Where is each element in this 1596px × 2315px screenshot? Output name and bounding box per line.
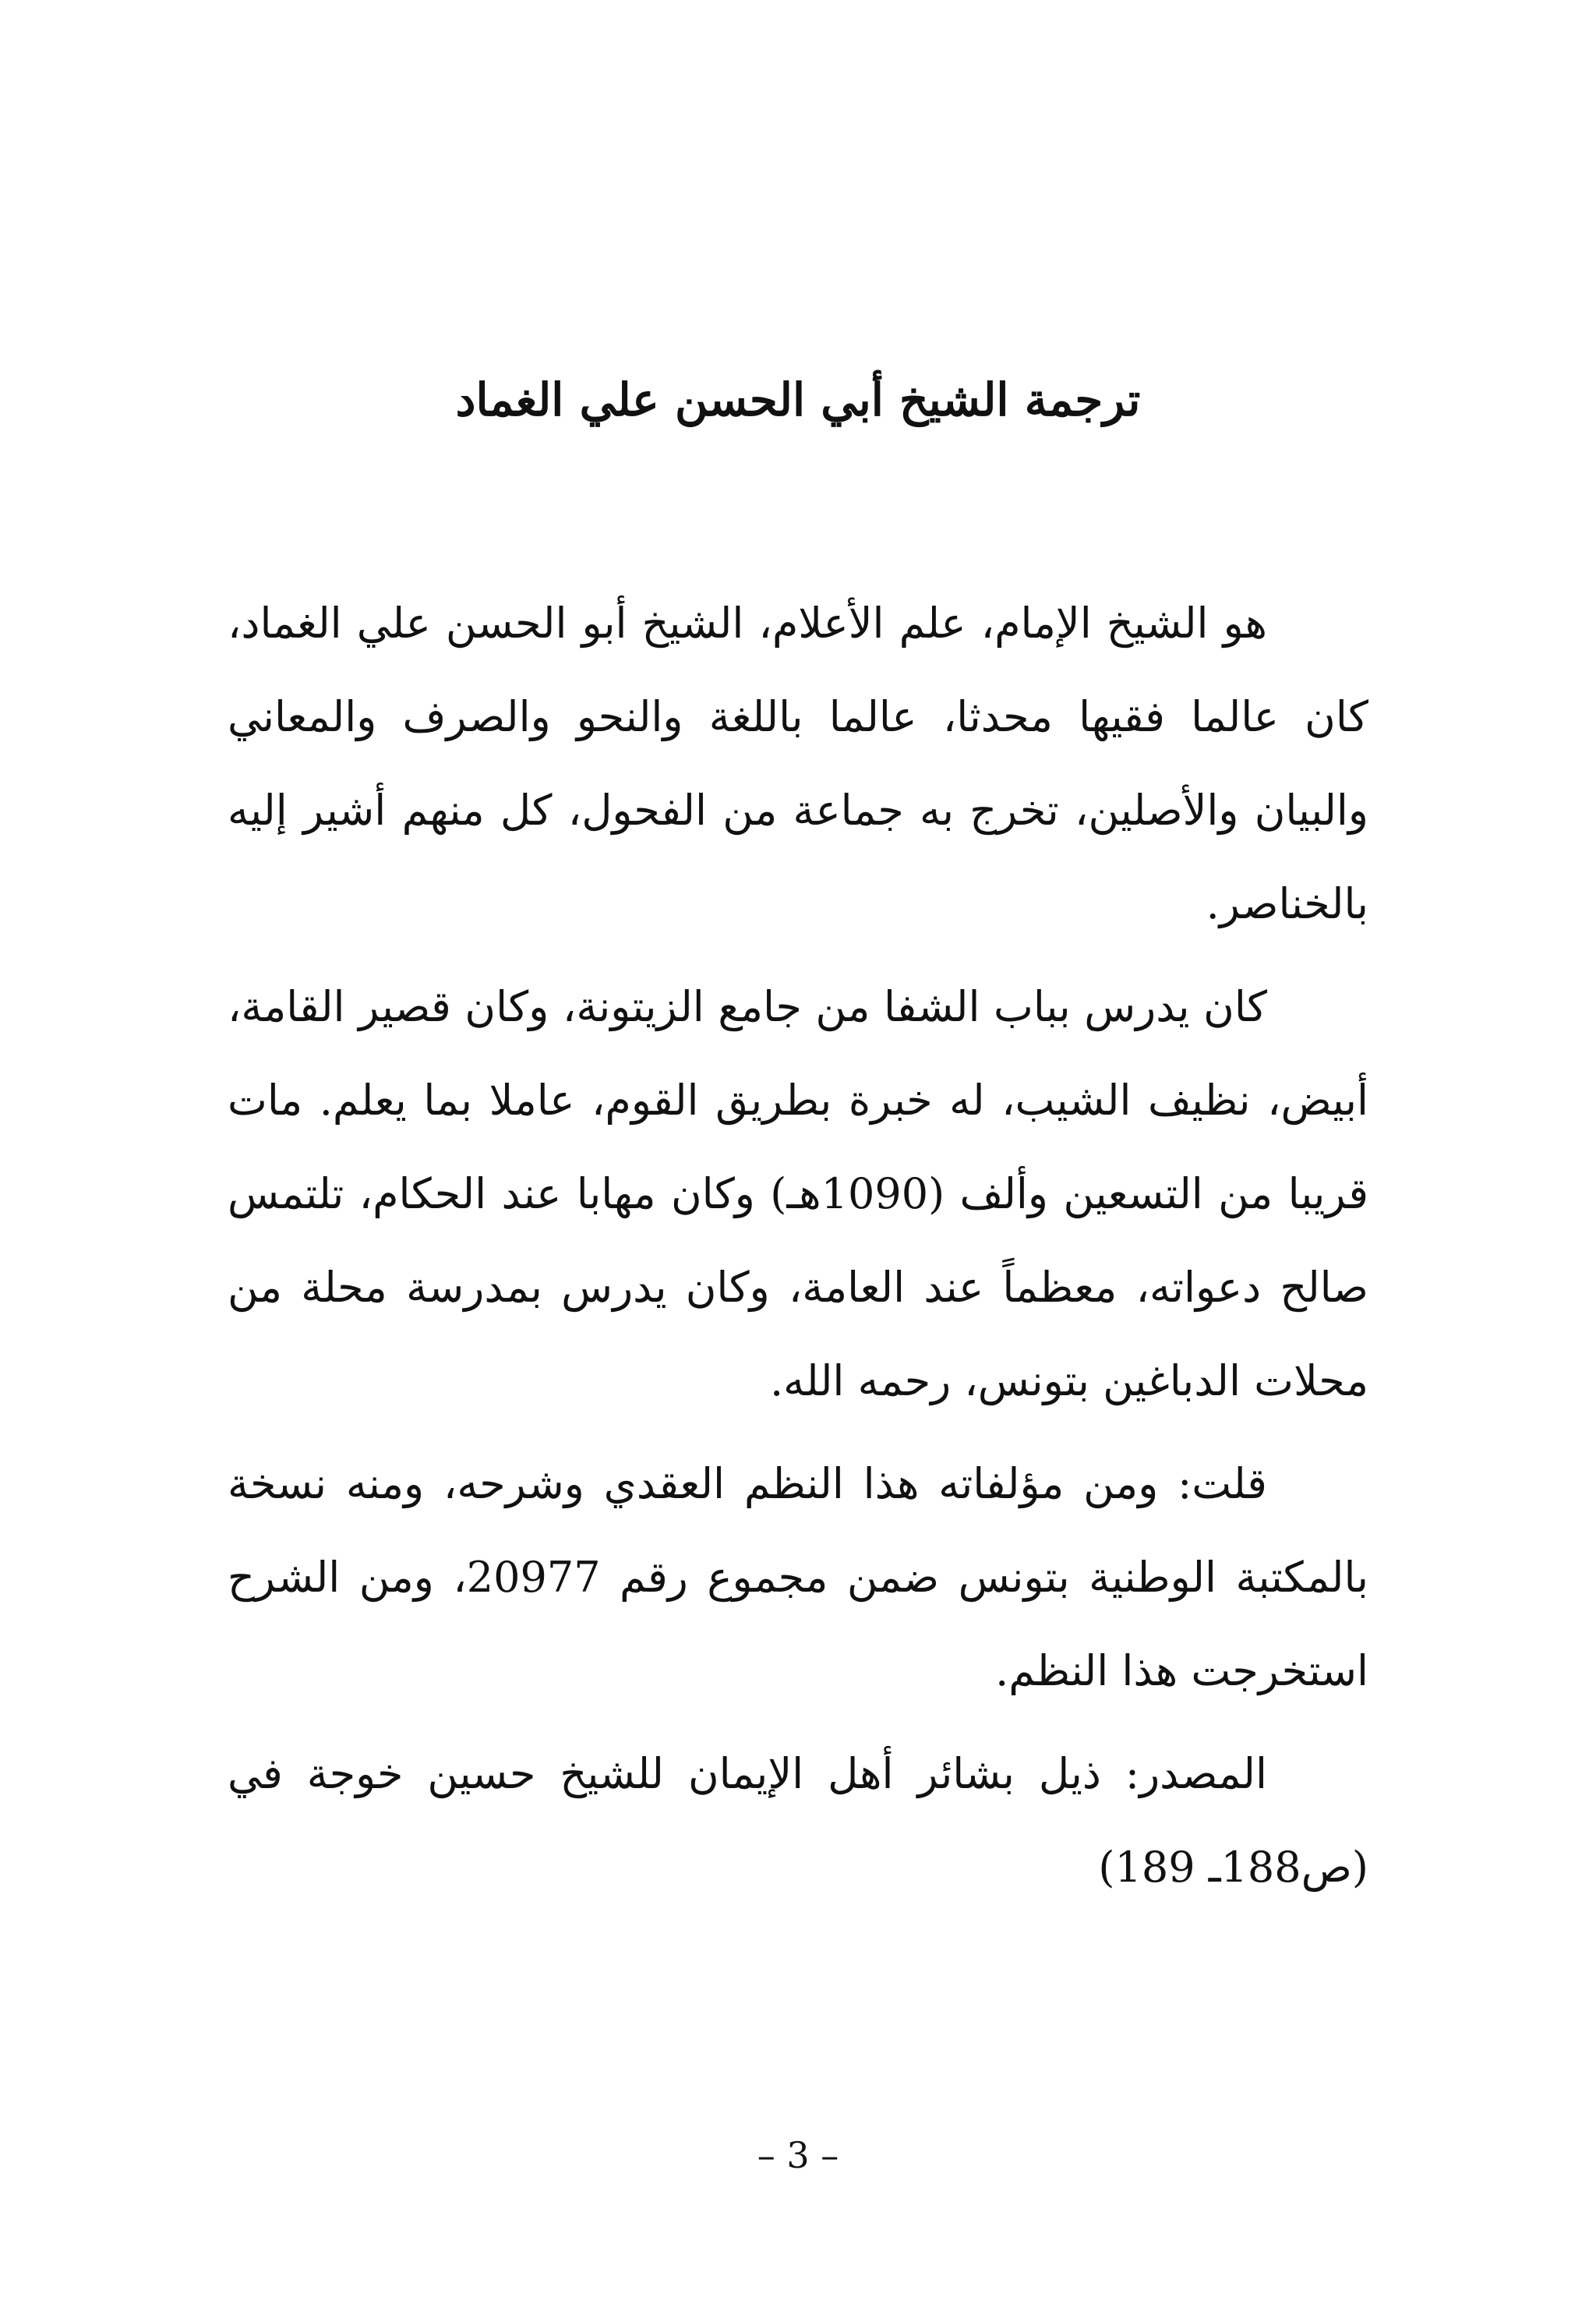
- page-number: – 3 –: [757, 2134, 839, 2176]
- body-text: [228, 577, 1368, 1924]
- page-title: ترجمة الشيخ أبي الحسن علي الغماد: [455, 373, 1141, 426]
- paragraph-biography: هو الشيخ الإمام، علم الأعلام، الشيخ أبو الحسن علي الغماد، كان عالما فقيها محدثا، عالما باللغة والنحو والصرف والمعاني والبيان والأصلين، تخرج به جماعة من الفحول، كل منهم أشير إليه بالخناصر.: [228, 599, 1368, 928]
- paragraph-works: قلت: ومن مؤلفاته هذا النظم العقدي وشرحه، ومنه نسخة بالمكتبة الوطنية بتونس ضمن مجموع رقم 20977، ومن الشرح استخرجت هذا النظم.: [228, 1459, 1368, 1695]
- paragraph-source: المصدر: ذيل بشائر أهل الإيمان للشيخ حسين خوجة في (ص188ـ 189): [228, 1749, 1368, 1892]
- paragraph-teaching-and-death: كان يدرس بباب الشفا من جامع الزيتونة، وكان قصير القامة، أبيض، نظيف الشيب، له خبرة بطريق القوم، عاملا بما يعلم. مات قريبا من التسعين وألف (1090هـ) وكان مهابا عند الحكام، تلتمس صالح دعواته، معظماً عند العامة، وكان يدرس بمدرسة محلة من محلات الدباغين بتونس، رحمه الله.: [228, 982, 1369, 1405]
